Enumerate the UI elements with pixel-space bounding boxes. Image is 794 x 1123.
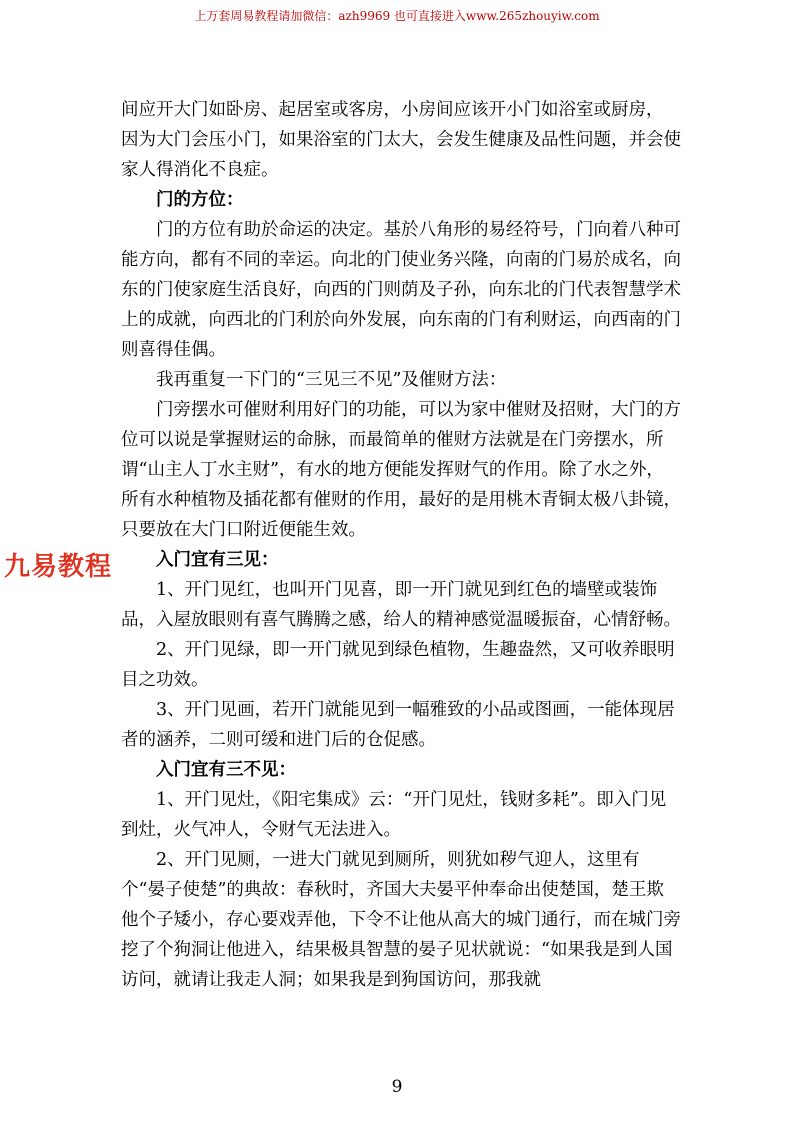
document-body (121, 95, 681, 995)
page-number: 9 (391, 1077, 403, 1097)
section-heading: 入门宜有三不见： (156, 760, 296, 780)
watermark-logo: 九易教程 (4, 552, 113, 582)
body-paragraph: 门的方位有助於命运的决定。基於八角形的易经符号，门向着八种可能方向，都有不同的幸运。向北的门使业务兴隆，向南的门易於成名，向东的门使家庭生活良好，向西的门则荫及子孙，向东北的门代表智慧学术上的成就，向西北的门利於向外发展，向东南的门有利财运，向西南的门则喜得佳偶。 (121, 220, 681, 360)
list-item: 3、开门见画，若开门就能见到一幅雅致的小品或图画，一能体现居者的涵养，二则可缓和进门后的仓促感。 (121, 700, 675, 750)
list-item: 1、开门见灶，《阳宅集成》云：“开门见灶，钱财多耗”。即入门见到灶，火气冲人，令财气无法进入。 (121, 790, 667, 840)
body-paragraph: 间应开大门如卧房、起居室或客房，小房间应该开小门如浴室或厨房， 因为大门会压小门，如果浴室的门太大，会发生健康及品性问题，并会使家人得消化不良症。 (121, 100, 681, 180)
list-item: 1、开门见红，也叫开门见喜，即一开门就见到红色的墙壁或装饰品，入屋放眼则有喜气腾腾之感，给人的精神感觉温暖振奋，心情舒畅。 (121, 580, 681, 630)
list-item: 2、开门见绿，即一开门就见到绿色植物，生趣盎然，又可收养眼明目之功效。 (121, 640, 675, 690)
page-header: 上万套周易教程请加微信：azh9969 也可直接进入www.265zhouyiw.com (194, 9, 600, 23)
body-paragraph: 我再重复一下门的“三见三不见”及催财方法： (156, 370, 507, 390)
section-heading: 门的方位： (156, 190, 244, 210)
body-paragraph: 门旁摆水可催财利用好门的功能，可以为家中催财及招财，大门的方位可以说是掌握财运的命脉，而最简单的催财方法就是在门旁摆水，所谓“山主人丁水主财”，有水的地方便能发挥财气的作用。除了水之外，所有水种植物及插花都有催财的作用，最好的是用桃木青铜太极八卦镜，只要放在大门口附近便能生效。 (121, 400, 681, 540)
section-heading: 入门宜有三见： (156, 550, 279, 570)
list-item: 2、开门见厕，一进大门就见到厕所，则犹如秽气迎人，这里有个“晏子使楚”的典故：春秋时，齐国大夫晏平仲奉命出使楚国，楚王欺他个子矮小，存心要戏弄他，下令不让他从高大的城门通行，而在城门旁挖了个狗洞让他进入，结果极具智慧的晏子见状就说：“如果我是到人国访问，就请让我走人洞；如果我是到狗国访问，那我就 (121, 850, 681, 990)
